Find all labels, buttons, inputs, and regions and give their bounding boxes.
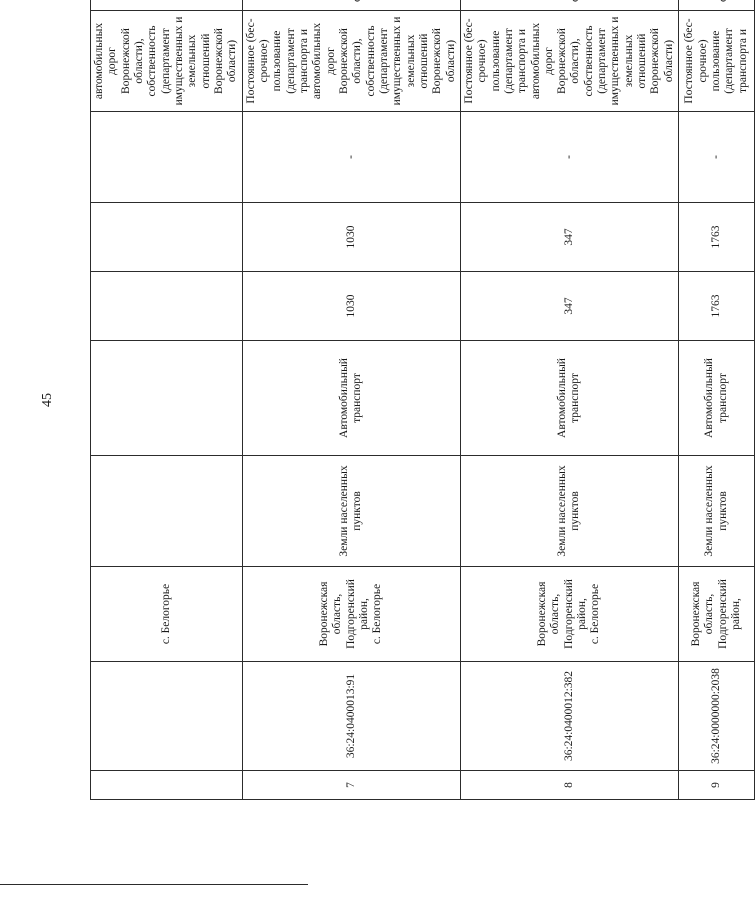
cell-area: 1030	[242, 272, 460, 341]
cell-category: Земли населенных пунктов	[242, 456, 460, 567]
cell-use: Автомобильный транспорт	[242, 341, 460, 456]
table-row-continuation	[91, 0, 243, 800]
cell-address: с. Белогорье	[91, 567, 243, 662]
cell-burden: -	[242, 112, 460, 203]
page-number: 45	[40, 393, 55, 407]
cell-address: Воронежская область, Подгоренский район,	[679, 567, 755, 662]
land-plots-table	[90, 0, 755, 800]
cell-right: Постоянное (бес- срочное) пользование (департамент транспорта и автомобильных дорог Воронежской области), собственность (департамент имущественных и земельных отношений Воронежской области)	[242, 11, 460, 112]
table-row	[242, 0, 460, 800]
cell-address: Воронежская область, Подгоренский район, с. Белогорье	[460, 567, 678, 662]
cell-num	[91, 771, 243, 800]
cell-area: 1763	[679, 272, 755, 341]
cell-burden	[91, 112, 243, 203]
cell-area-2	[91, 203, 243, 272]
table-row	[679, 0, 755, 800]
table-row	[460, 0, 678, 800]
cell-area-2: 347	[460, 203, 678, 272]
cell-right: Постоянное (бес- срочное) пользование (департамент транспорта и автомобильных дорог Воронежской области), собственность (департамент имущественных и земельных отношений Воронежской области)	[460, 11, 678, 112]
cell-cadastral: 36:24:0000000:2038	[679, 662, 755, 771]
cell-use	[91, 341, 243, 456]
cell-category: Земли населенных пунктов	[460, 456, 678, 567]
cell-num: 8	[460, 771, 678, 800]
cell-cadastral: 36:24:0400012:382	[460, 662, 678, 771]
cell-area	[91, 272, 243, 341]
cell-category	[91, 456, 243, 567]
cell-area-2: 1763	[679, 203, 755, 272]
cell-area-2: 1030	[242, 203, 460, 272]
cell-cadastral: 36:24:0400013:91	[242, 662, 460, 771]
footnote-divider	[0, 884, 308, 885]
cell-registration	[91, 0, 243, 11]
cell-burden: -	[460, 112, 678, 203]
cell-use: Автомобильный транспорт	[679, 341, 755, 456]
cell-right: автомобильных дорог Воронежской области), собственность (департамент имущественных и земельных отношений Воронежской области)	[91, 11, 243, 112]
cell-registration	[242, 0, 460, 11]
cell-right: Постоянное (бес- срочное) пользование (департамент транспорта и	[679, 11, 755, 112]
cell-use: Автомобильный транспорт	[460, 341, 678, 456]
cell-registration	[679, 0, 755, 11]
cell-area: 347	[460, 272, 678, 341]
cell-num: 9	[679, 771, 755, 800]
cell-address: Воронежская область, Подгоренский район, с. Белогорье	[242, 567, 460, 662]
rotated-page-content	[90, 8, 749, 800]
cell-category: Земли населенных пунктов	[679, 456, 755, 567]
cell-burden: -	[679, 112, 755, 203]
cell-num: 7	[242, 771, 460, 800]
cell-registration	[460, 0, 678, 11]
cell-cadastral	[91, 662, 243, 771]
